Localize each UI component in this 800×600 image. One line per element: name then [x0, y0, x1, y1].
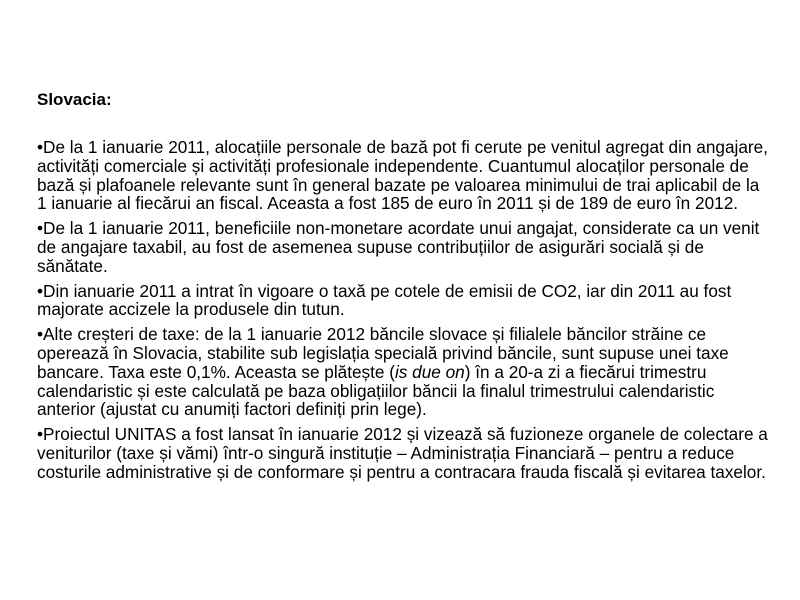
- bullet-dot: •: [37, 280, 44, 301]
- slide-heading: Slovacia:: [37, 90, 112, 109]
- bullet-item: [37, 425, 772, 481]
- bullet-dot: •: [37, 424, 44, 445]
- bullet-text: Din ianuarie 2011 a intrat în vigoare o taxă pe cotele de emisii de CO2, iar din 2011 au fost majorate accizele la produsele din tutun.: [37, 280, 732, 320]
- bullet-text-part: ) în a 20-a zi a fiecărui trimestru calendaristic și este calculată pe baza obligațiilor băncii la finalul trimestrului calendaristic anterior (ajustat cu anumiți factori definiți prin lege).: [37, 361, 715, 420]
- bullet-text: Proiectul UNITAS a fost lansat în ianuarie 2012 și vizează să fuzioneze organele de colectare a veniturilor (taxe și vămi) într-o singură instituție – Administrația Financiară – pentru a reduce costurile administrative și de conformare și pentru a contracara frauda fiscală și evitarea taxelor.: [37, 424, 768, 482]
- bullet-text: De la 1 ianuarie 2011, beneficiile non-monetare acordate unui angajat, considerate ca un venit de angajare taxabil, au fost de asemenea supuse contribuțiilor de asigurări socială și de sănătate.: [37, 218, 760, 276]
- bullet-text-part: Alte creșteri de taxe: de la 1 ianuarie 2012 băncile slovace și filialele băncilor străine ce operează în Slovacia, stabilite sub legislația specială privind băncile, sunt supuse unei taxe bancare. Taxa este 0,1%. Aceasta se plătește (: [37, 324, 729, 382]
- bullet-dot: •: [37, 324, 44, 345]
- bullet-dot: •: [37, 218, 44, 239]
- bullet-item: [37, 282, 772, 320]
- bullet-item: [37, 138, 772, 213]
- bullet-item: [37, 219, 772, 275]
- bullet-text-italic: is due on: [394, 361, 465, 382]
- bullet-text: De la 1 ianuarie 2011, alocațiile personale de bază pot fi cerute pe venitul agregat din angajare, activități comerciale și activități profesionale independente. Cuantumul alocaților personale de bază și plafoanele relevante sunt în general bazate pe valoarea minimului de trai aplicabil de la 1 ianuarie al fiecărui an fiscal. Aceasta a fost 185 de euro în 2011 și de 189 de euro în 2012.: [37, 137, 768, 214]
- bullet-item: [37, 325, 772, 419]
- bullet-text: [37, 324, 729, 419]
- bullet-list: [37, 138, 772, 488]
- bullet-dot: •: [37, 137, 44, 157]
